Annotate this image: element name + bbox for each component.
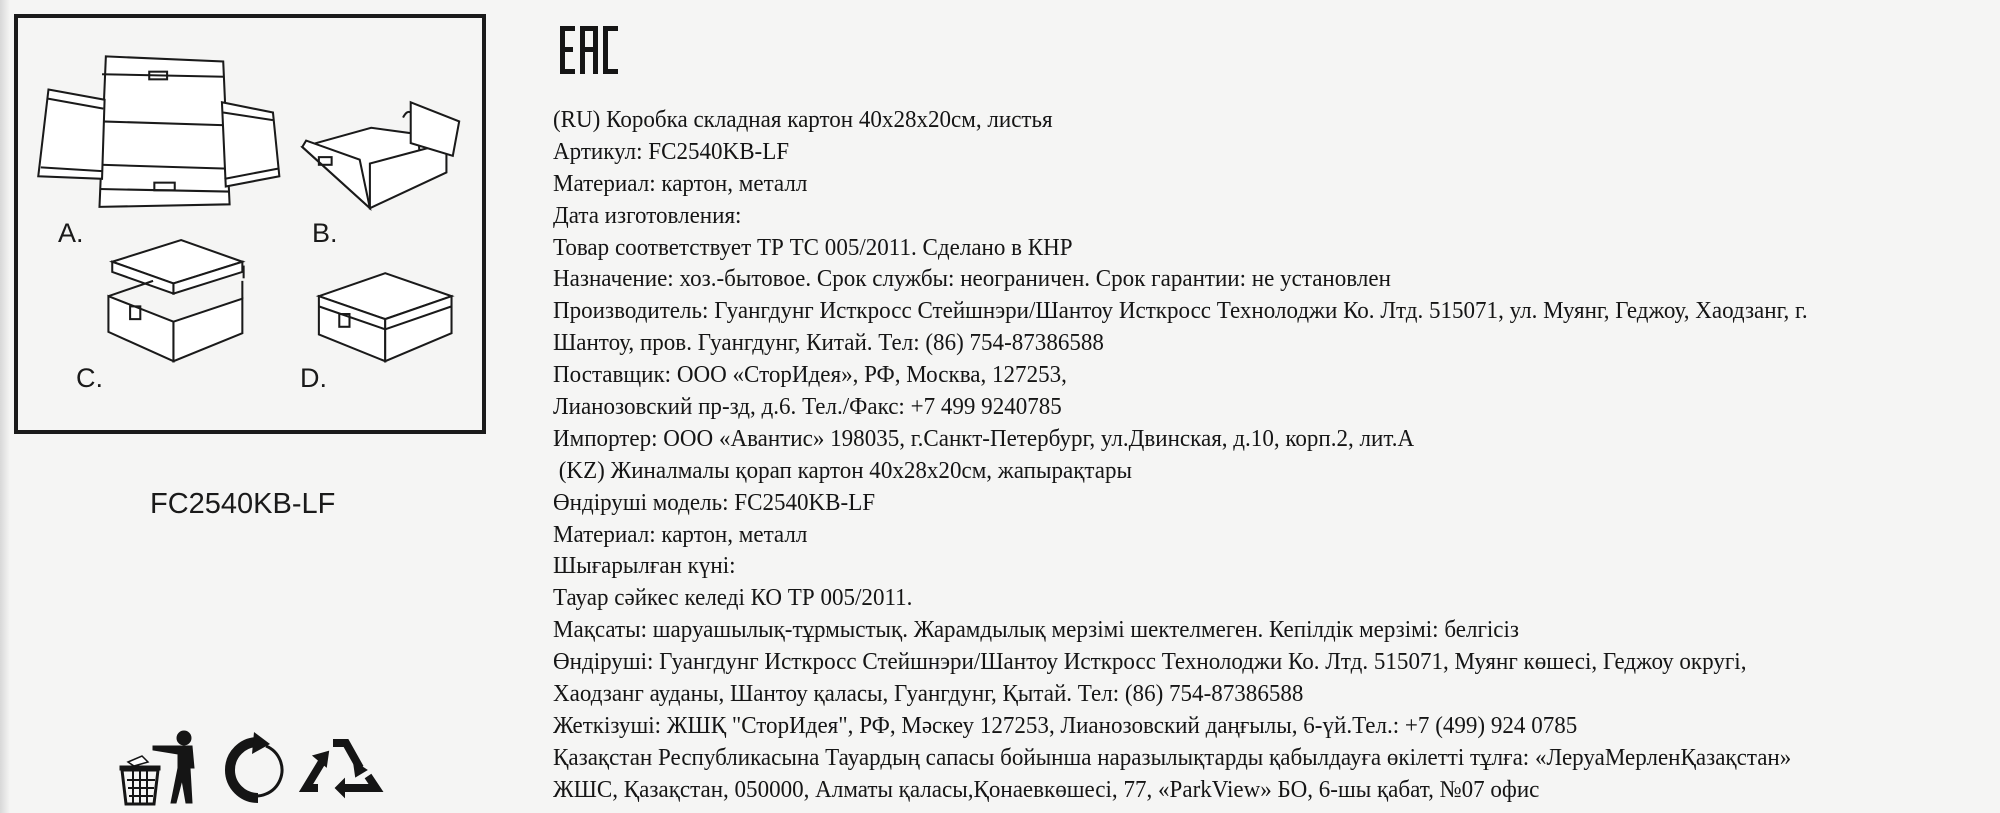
eac-logo (560, 26, 618, 74)
info-line: Импортер: ООО «Авантис» 198035, г.Санкт-Петербург, ул.Двинская, д.10, корп.2, лит.А (553, 425, 1415, 452)
info-line: Өндіруші: Гуангдунг Исткросс Стейшнэри/Шантоу Исткросс Технолоджи Ко. Лтд. 515071, Муянг көшесі, Геджоу округі, (553, 649, 1747, 676)
info-line: (RU) Коробка складная картон 40x28x20см, листья (553, 107, 1053, 133)
info-line: Поставщик: ООО «СторИдея», РФ, Москва, 127253, (553, 362, 1067, 389)
scan-edge (0, 0, 10, 813)
info-line: Шантоу, пров. Гуангдунг, Китай. Тел: (86) 754-87386588 (553, 330, 1104, 357)
info-line: Шығарылған күні: (553, 553, 736, 580)
recycle-icon (306, 743, 376, 796)
info-line: Хаодзанг ауданы, Шантоу қаласы, Гуангдунг, Қытай. Тел: (86) 754-87386588 (553, 681, 1304, 708)
info-line: Мақсаты: шаруашылық-тұрмыстық. Жарамдылық мерзімі шектелмеген. Кепілдік мерзімі: белгісіз (553, 617, 1520, 644)
info-line: Товар соответствует ТР ТС 005/2011. Сделано в КНР (553, 234, 1073, 261)
info-line: ЖШС, Қазақстан, 050000, Алматы қаласы,Қонаевкөшесі, 77, «ParkView» БО, 6-шы қабат, №07 офис (553, 776, 1540, 803)
step-label-d: D. (300, 363, 327, 393)
product-info-text (553, 105, 1860, 807)
model-number-label: FC2540KB-LF (150, 488, 336, 520)
step-label-a: A. (58, 218, 84, 248)
green-dot-icon (230, 732, 282, 798)
disposal-icons (118, 728, 388, 806)
info-line: Материал: картон, металл (553, 170, 808, 197)
info-line: Өндіруші модель: FC2540KB-LF (553, 489, 876, 516)
info-line: Тауар сәйкес келеді КО ТР 005/2011. (553, 585, 913, 612)
info-line: (KZ) Жиналмалы қорап картон 40x28x20см, жапырақтары (553, 457, 1132, 484)
info-line: Жеткізуші: ЖШҚ "СторИдея", РФ, Мәскеу 127253, Лианозовский даңғылы, 6-үй.Тел.: +7 (499) 924 0785 (553, 712, 1578, 739)
info-line: Материал: картон, металл (553, 521, 808, 548)
step-label-c: C. (76, 363, 103, 393)
info-line: Назначение: хоз.-бытовое. Срок службы: неограничен. Срок гарантии: не установлен (553, 266, 1391, 293)
info-line: Лианозовский пр-зд, д.6. Тел./Факс: +7 499 9240785 (553, 394, 1062, 421)
info-line: Производитель: Гуангдунг Исткросс Стейшнэри/Шантоу Исткросс Технолоджи Ко. Лтд. 515071, ул. Муянг, Геджоу, Хаодзанг, г. (553, 298, 1808, 325)
info-line: Дата изготовления: (553, 202, 742, 229)
info-line: Қазақстан Республикасына Тауардың сапасы бойынша наразылықтарды қабылдауға өкілетті тұлға: «ЛеруаМерленҚазақстан» (553, 744, 1792, 771)
tidyman-icon (120, 731, 194, 804)
info-line: Артикул: FC2540KB-LF (553, 138, 790, 165)
step-label-b: B. (312, 218, 338, 248)
